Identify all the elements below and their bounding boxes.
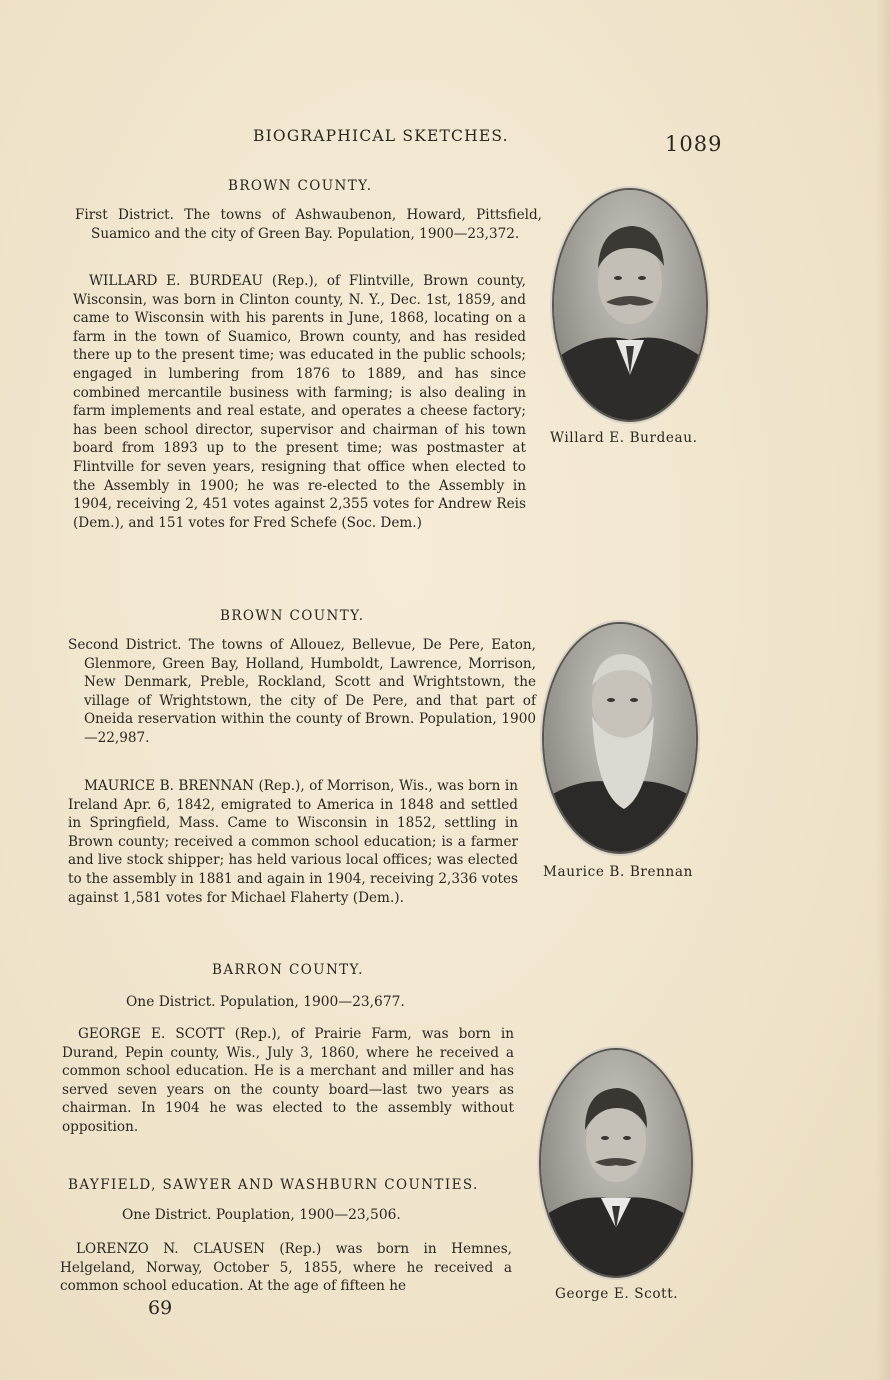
running-title: BIOGRAPHICAL SKETCHES.	[253, 127, 509, 145]
section-heading-bayfield-sawyer-washburn: BAYFIELD, SAWYER AND WASHBURN COUNTIES.	[68, 1177, 479, 1193]
portrait-image	[554, 190, 706, 420]
caption-burdeau: Willard E. Burdeau.	[550, 430, 698, 446]
biography-clausen: LORENZO N. CLAUSEN (Rep.) was born in Hemnes, Helgeland, Norway, October 5, 1855, where he received a common school education. At the age of fifteen he	[60, 1241, 512, 1295]
portrait-image	[544, 624, 696, 852]
biography-burdeau: WILLARD E. BURDEAU (Rep.), of Flintville, Brown county, Wisconsin, was born in Clinton county, N. Y., Dec. 1st, 1859, and came to Wisconsin with his parents in June, 1868, locating on a farm in the town of Suamico, Brown county, and has resided there up to the present time; was educated in the public schools; engaged in lumbering from 1876 to 1889, and has since combined mercantile business with farming; is also dealing in farm implements and real estate, and operates a cheese factory; has been school director, supervisor and chairman of his town board from 1893 up to the present time; was postmaster at Flintville for seven years, resigning that office when elected to the Assembly in 1900; he was re-elected to the Assembly in 1904, receiving 2, 451 votes against 2,355 votes for Andrew Reis (Dem.), and 151 votes for Fred Schefe (Soc. Dem.)	[73, 273, 526, 531]
page-edge-shadow	[876, 0, 890, 1380]
section-heading-brown-county-1: BROWN COUNTY.	[228, 178, 373, 194]
caption-brennan: Maurice B. Brennan	[543, 864, 693, 880]
portrait-george-scott	[541, 1050, 691, 1276]
page-number: 1089	[665, 132, 723, 156]
district-description-1: First District. The towns of Ashwaubenon, Howard, Pittsfield, Suamico and the city of Green Bay. Population, 1900—23,372.	[75, 207, 542, 242]
signature-mark: 69	[148, 1297, 173, 1319]
caption-scott: George E. Scott.	[555, 1286, 679, 1302]
section-heading-brown-county-2: BROWN COUNTY.	[220, 608, 365, 624]
portrait-maurice-brennan	[544, 624, 696, 852]
portrait-willard-burdeau	[554, 190, 706, 420]
portrait-image	[541, 1050, 691, 1276]
district-description-2: Second District. The towns of Allouez, Bellevue, De Pere, Eaton, Glenmore, Green Bay, Holland, Humboldt, Lawrence, Morrison, New Denmark, Preble, Rockland, Scott and Wrightstown, the village of Wrightstown, the city of De Pere, and that part of Oneida reservation within the county of Brown. Population, 1900—22,987.	[68, 637, 536, 746]
section-heading-barron-county: BARRON COUNTY.	[212, 962, 364, 978]
biography-brennan: MAURICE B. BRENNAN (Rep.), of Morrison, Wis., was born in Ireland Apr. 6, 1842, emigrated to America in 1848 and settled in Springfield, Mass. Came to Wisconsin in 1852, settling in Brown county; received a common school education; is a farmer and live stock shipper; has held various local offices; was elected to the assembly in 1881 and again in 1904, receiving 2,336 votes against 1,581 votes for Michael Flaherty (Dem.).	[68, 778, 518, 906]
district-description-4: One District. Pouplation, 1900—23,506.	[122, 1207, 401, 1223]
district-description-3: One District. Population, 1900—23,677.	[126, 994, 405, 1010]
biography-scott: GEORGE E. SCOTT (Rep.), of Prairie Farm, was born in Durand, Pepin county, Wis., July 3, 1860, where he received a common school education. He is a merchant and miller and has served seven years on the county board—last two years as chairman. In 1904 he was elected to the assembly without opposition.	[62, 1026, 514, 1135]
